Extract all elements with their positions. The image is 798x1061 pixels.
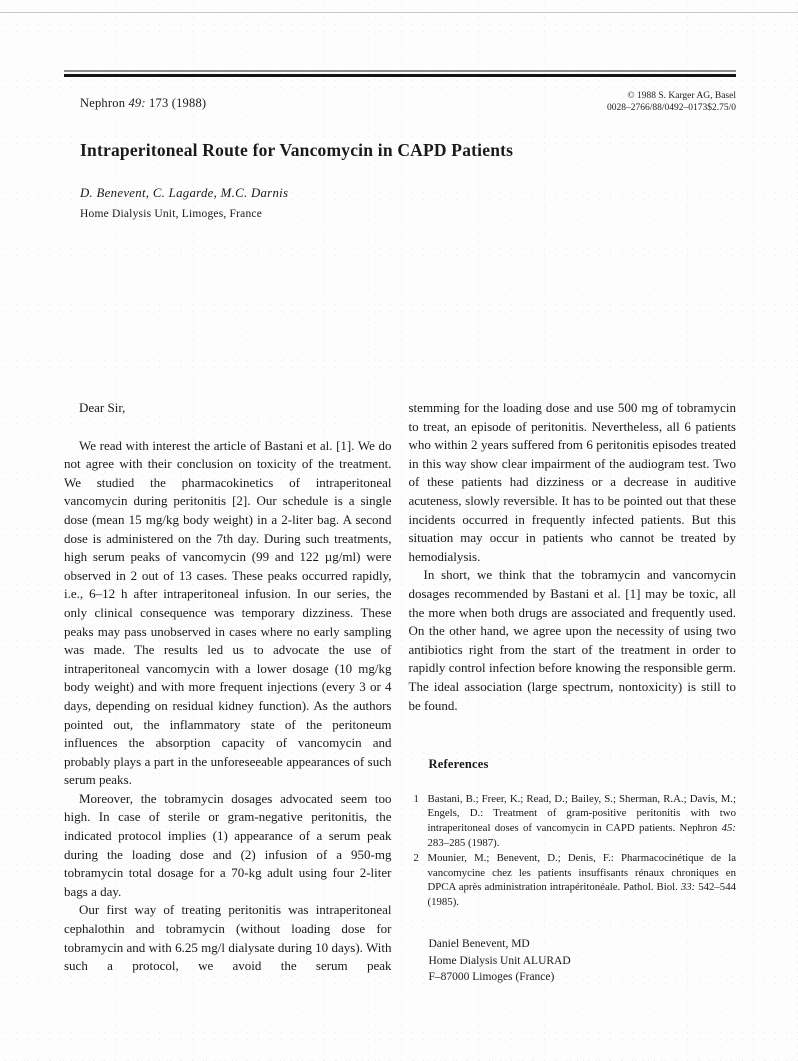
copyright-block bbox=[607, 90, 736, 114]
reference-number: 1 bbox=[413, 792, 419, 805]
copyright-line: © 1988 S. Karger AG, Basel bbox=[627, 91, 736, 101]
journal-volume: 49: bbox=[128, 96, 146, 110]
reference-volume: 45: bbox=[721, 822, 736, 835]
reference-text: Bastani, B.; Freer, K.; Read, D.; Bailey, S.; Sherman, R.A.; Davis, M.; Engels, D.: Treatment of gram-positive peritonitis with two intraperitoneal doses of vancomycin in CAPD patients. Nephron 45: 283–285 (1987). bbox=[427, 792, 736, 850]
paragraph: In short, we think that the tobramycin and vancomycin dosages recommended by Bastani et al. [1] may be toxic, all the more when both drugs are associated and frequently used. On the other hand, we agree upon the necessity of using two antibiotics right from the start of the treatment in order to rapidly control infection before knowing the responsible germ. The ideal association (large spectrum, nontoxicity) is still to be found. bbox=[408, 567, 736, 713]
correspondent-unit: Home Dialysis Unit ALURAD bbox=[428, 954, 571, 967]
header-double-rule bbox=[64, 70, 736, 77]
correspondent-city: F–87000 Limoges (France) bbox=[428, 971, 555, 984]
paragraph: Our first way of treating peritonitis was intraperitoneal cephalothin and tobramycin (without loading dose for tobramycin and with 6.25 mg/l dialysate during 10 days). With such a protocol, we avoid the serum peak bbox=[64, 902, 392, 974]
reference-text: Mounier, M.; Benevent, D.; Denis, F.: Pharmacocinétique de la vancomycine chez les patients insuffisants rénaux chroniques en DPCA après administration intrapéritonéale. Pathol. Biol. 33: 542–544 (1985). bbox=[427, 851, 736, 909]
correspondent-name: Daniel Benevent, MD bbox=[428, 938, 530, 951]
header-rule-thick bbox=[64, 74, 736, 77]
correspondence-address bbox=[429, 936, 737, 986]
reference-item bbox=[414, 851, 737, 910]
paragraph: Moreover, the tobramycin dosages advocated seem too high. In case of sterile or gram-negative peritonitis, the indicated protocol implies (1) appearance of a serum peak during the loading dose and (2) infusion of a 950-mg tobramycin total dosage for a 70-kg adult using four 2-liter bags a day. bbox=[64, 790, 392, 899]
article-title: Intraperitoneal Route for Vancomycin in CAPD Patients bbox=[80, 140, 514, 160]
salutation: Dear Sir, bbox=[79, 400, 126, 415]
issn-line: 0028–2766/88/0492–0173$2.75/0 bbox=[606, 103, 736, 113]
page-top-rule bbox=[0, 12, 798, 13]
reference-list bbox=[409, 792, 737, 910]
affiliation: Home Dialysis Unit, Limoges, France bbox=[80, 208, 263, 220]
left-column bbox=[64, 399, 392, 986]
reference-number: 2 bbox=[413, 851, 419, 864]
references-heading: References bbox=[428, 757, 489, 772]
body-columns bbox=[64, 399, 736, 986]
right-column bbox=[409, 399, 737, 986]
paragraph: We read with interest the article of Bastani et al. [1]. We do not agree with their conclusion on toxicity of the treatment. We studied the pharmacokinetics of intraperitoneal vancomycin during peritonitis [2]. Our schedule is a single dose (mean 15 mg/kg body weight) in a 2-liter bag. A second dose is administered on the 7th day. During such treatments, high serum peaks of vancomycin (99 and 122 µg/ml) were observed in 2 out of 13 cases. These peaks occurred rapidly, i.e., 6–12 h after intraperitoneal infusion. In our series, the only clinical consequence was temporary dizziness. These peaks may pass unobserved in cases where no early sampling was made. The results led us to advocate the use of intraperitoneal vancomycin with a lower dosage (10 mg/kg body weight) and with more frequent injections (every 3 or 4 days, depending on residual kidney function). As the authors pointed out, the inflammatory state of the peritoneum influences the absorption capacity of vancomycin and probably plays a part in the unforeseeable appearances of such serum peaks. bbox=[64, 437, 392, 788]
journal-name: Nephron bbox=[80, 96, 129, 110]
paragraph: stemming for the loading dose and use 500 mg of tobramycin to treat, an episode of peritonitis. Nevertheless, all 6 patients who within 2 years suffered from 6 peritonitis episodes treated in this way show clear impairment of the audiogram test. Two of these patients had dizziness or a decrease in auditive acuteness, slowly reversible. It has to be pointed out that these incidents occurred in frequently infected patients. But this situation may occur in patients who cannot be treated by hemodialysis. bbox=[408, 400, 736, 564]
journal-citation bbox=[64, 90, 206, 111]
journal-header bbox=[64, 90, 736, 114]
journal-issue: 173 (1988) bbox=[145, 96, 207, 110]
reference-volume: 33: bbox=[680, 881, 696, 894]
reference-item bbox=[414, 792, 737, 851]
author-list: D. Benevent, C. Lagarde, M.C. Darnis bbox=[80, 186, 289, 200]
